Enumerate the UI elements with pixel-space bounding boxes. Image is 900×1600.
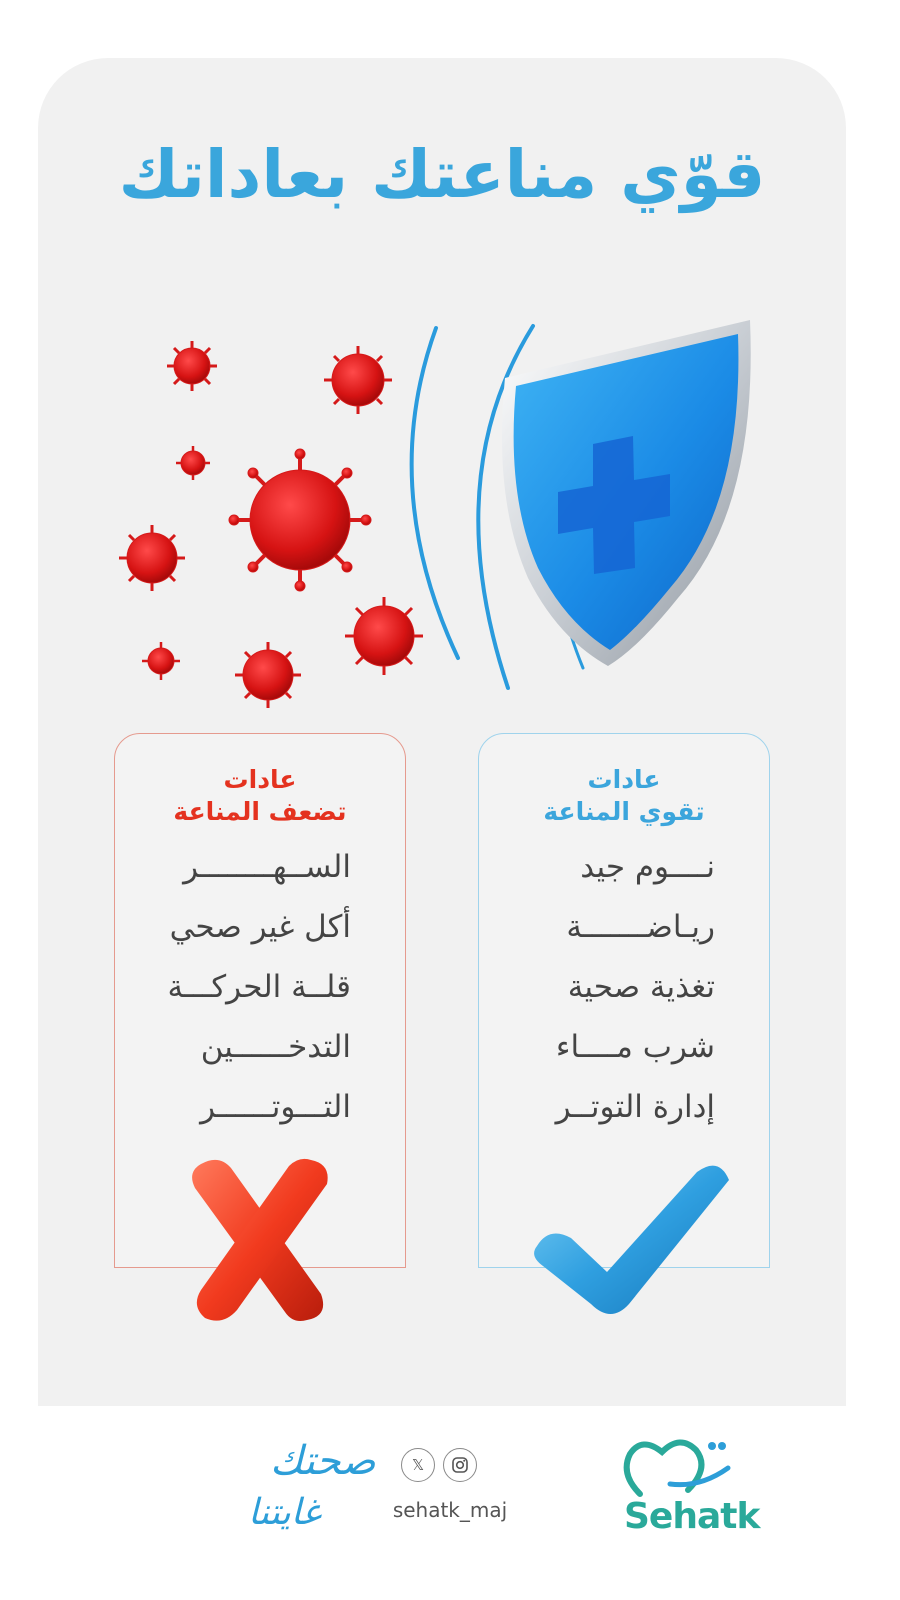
- list-item: التدخــــــين: [200, 1029, 351, 1065]
- checkmark-icon: [529, 1154, 729, 1324]
- strengthen-habits-list: [515, 846, 715, 1146]
- strengthen-habits-heading: عادات تقوي المناعة: [543, 765, 705, 826]
- svg-text:صحتك: صحتك: [270, 1438, 376, 1484]
- weaken-habits-panel: [114, 733, 406, 1268]
- footer: [0, 1406, 900, 1600]
- list-item: أكل غير صحي: [169, 909, 351, 945]
- heart-logo-icon: [600, 1424, 750, 1504]
- virus-icon: [119, 341, 423, 708]
- list-item: الســهــــــــر: [183, 849, 351, 885]
- x-icon[interactable]: 𝕏: [401, 1448, 435, 1482]
- cross-icon: [161, 1154, 361, 1324]
- brand-wordmark: Sehatk: [624, 1496, 760, 1537]
- svg-text:غايتنا: غايتنا: [248, 1492, 321, 1533]
- social-handle: sehatk_maj: [392, 1498, 508, 1522]
- list-item: شرب مــــاء: [555, 1029, 715, 1065]
- list-item: إدارة التوتــر: [555, 1089, 715, 1125]
- sehatk-logo: [600, 1424, 760, 1554]
- strengthen-habits-panel: [478, 733, 770, 1268]
- slogan-logo: [150, 1426, 376, 1536]
- hero-illustration: [38, 258, 846, 708]
- shield-icon: [502, 320, 751, 666]
- list-item: التـــوتــــــر: [200, 1089, 351, 1125]
- list-item: تغذية صحية: [567, 969, 715, 1005]
- list-item: نــــوم جيد: [580, 849, 715, 885]
- list-item: ريـاضـــــــة: [566, 909, 715, 945]
- list-item: قلــة الحركـــة: [167, 969, 351, 1005]
- instagram-icon[interactable]: [443, 1448, 477, 1482]
- infographic-card: [38, 58, 846, 1406]
- social-links: [385, 1448, 515, 1548]
- weaken-habits-heading: عادات تضعف المناعة: [173, 765, 347, 826]
- weaken-habits-list: [151, 846, 351, 1146]
- page-title: قوّي مناعتك بعاداتك: [118, 136, 766, 213]
